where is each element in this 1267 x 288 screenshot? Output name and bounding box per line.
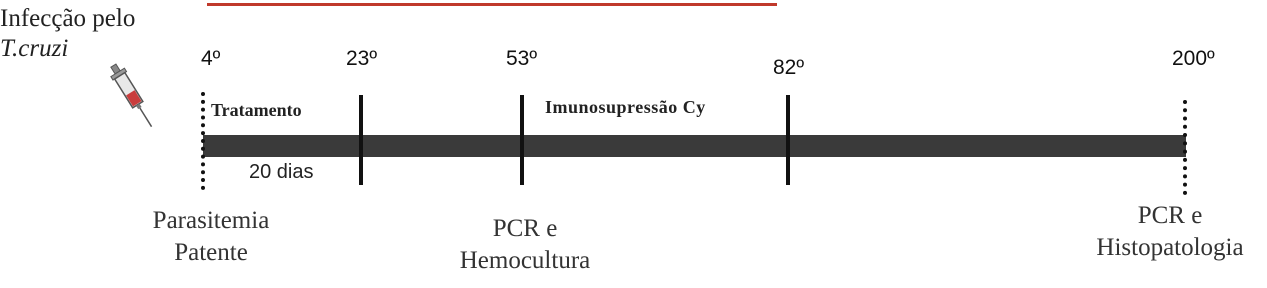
event-start-line2: Patente (174, 239, 248, 266)
treatment-duration: 20 dias (249, 161, 314, 183)
day-label-4: 4º (201, 47, 221, 70)
phase-immunosuppression: Imunosupressão Cy (545, 97, 706, 117)
day-label-200: 200º (1172, 47, 1215, 70)
timeline-bar (203, 135, 1186, 157)
marker-day-200 (1183, 100, 1187, 195)
event-start-line1: Parasitemia (152, 207, 270, 234)
syringe-icon (108, 58, 158, 136)
infection-label-line1: Infecção pelo (0, 5, 136, 32)
infection-label-line2: T.cruzi (0, 35, 69, 62)
day-label-23: 23º (346, 47, 378, 70)
event-end-line2: Histopatologia (1096, 234, 1244, 261)
phase-treatment: Tratamento (211, 100, 302, 120)
marker-day-23 (359, 95, 363, 185)
event-end-line1: PCR e (1137, 202, 1203, 229)
infection-label (0, 4, 135, 64)
event-mid-line1: PCR e (492, 215, 558, 242)
day-label-82: 82º (773, 56, 805, 79)
event-mid-line2: Hemocultura (459, 247, 591, 274)
event-end (1070, 200, 1267, 264)
event-mid (425, 213, 625, 277)
marker-day-53 (520, 95, 524, 185)
red-line (207, 3, 777, 6)
event-start (121, 205, 301, 269)
marker-day-4 (201, 92, 205, 190)
marker-day-82 (786, 95, 790, 185)
day-label-53: 53º (506, 47, 538, 70)
